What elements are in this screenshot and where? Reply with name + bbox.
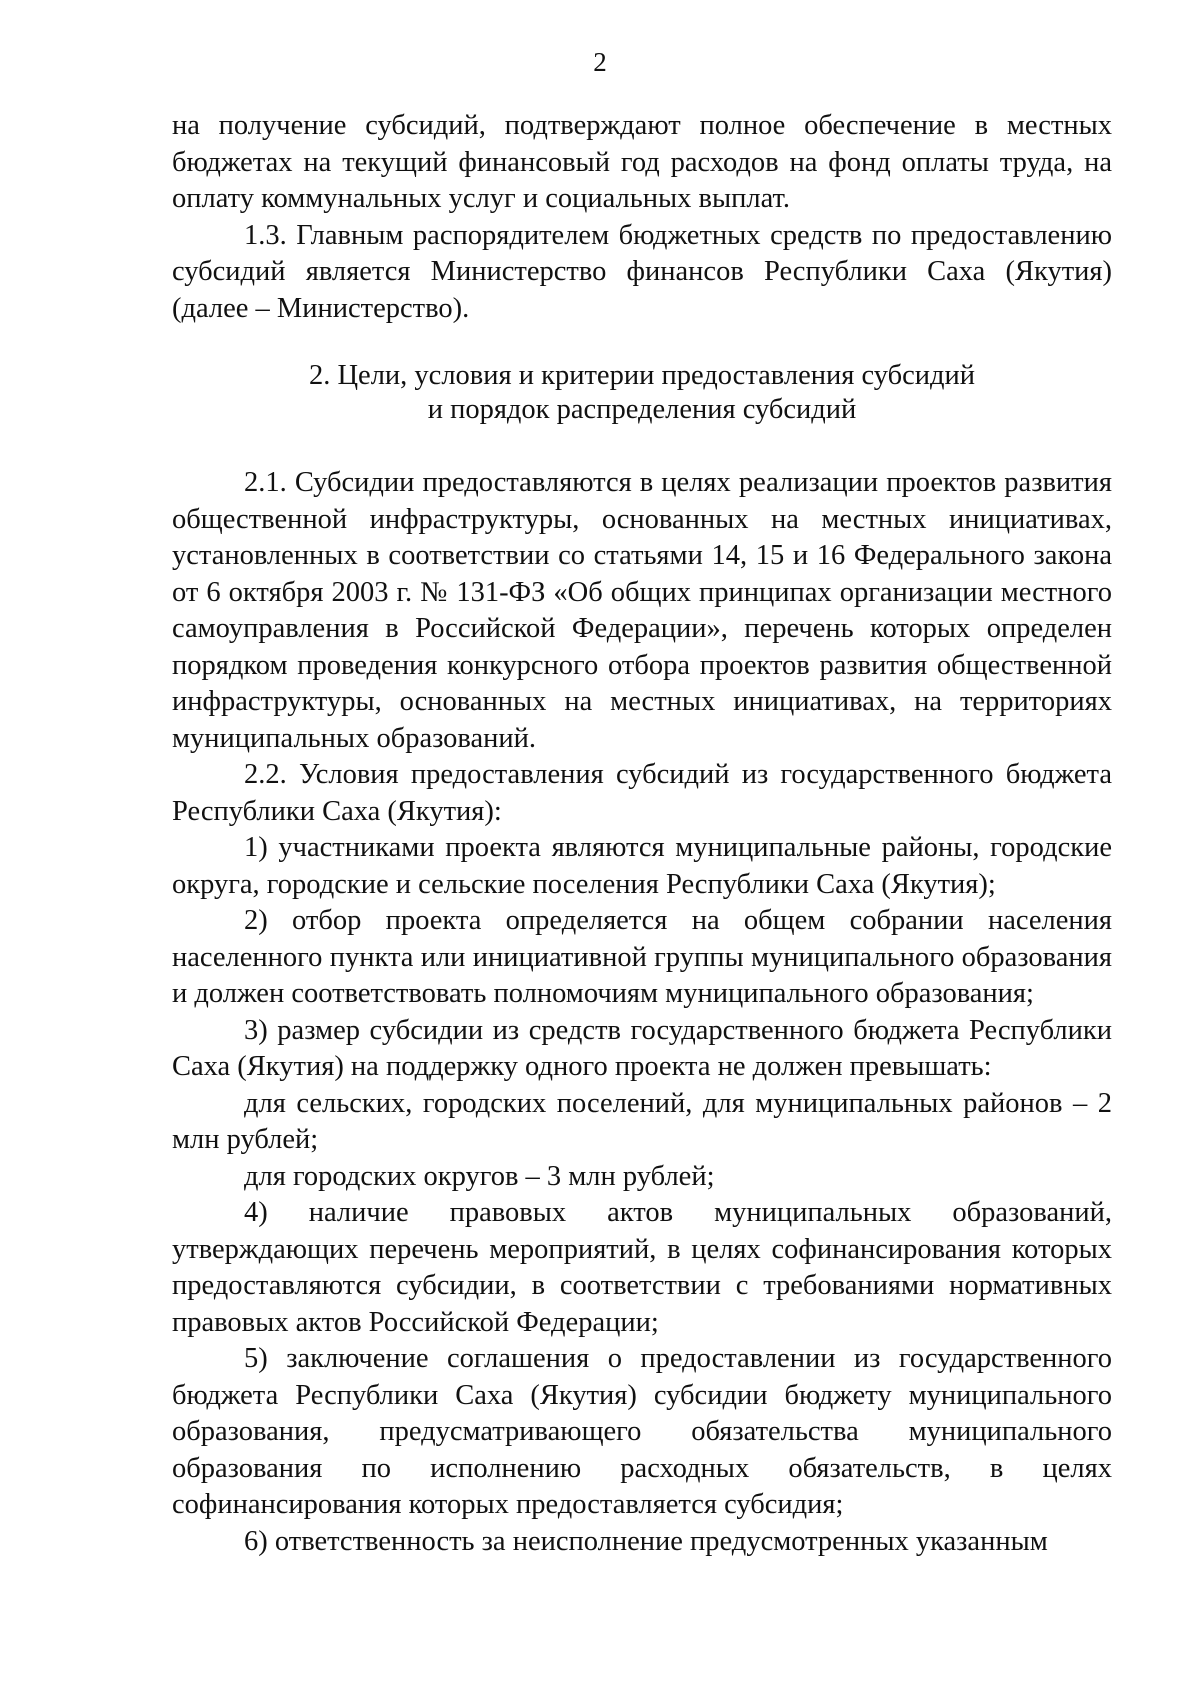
list-item-6: 6) ответственность за неисполнение предусмотренных указанным: [244, 1525, 1048, 1557]
list-item-3: 3) размер субсидии из средств государственного бюджета Республики Саха (Якутия) на поддержку одного проекта не должен превышать:: [172, 1014, 1112, 1082]
document-body: [172, 108, 1112, 1560]
paragraph-2-2: 2.2. Условия предоставления субсидий из государственного бюджета Республики Саха (Якутия):: [172, 759, 1112, 827]
section-heading: [172, 359, 1112, 427]
page-number: 2: [593, 47, 607, 77]
list-item-2: 2) отбор проекта определяется на общем собрании населения населенного пункта или инициативной группы муниципального образования и должен соответствовать полномочиям муниципального образования;: [172, 905, 1112, 1009]
section-heading-line-1: 2. Цели, условия и критерии предоставления субсидий: [308, 360, 976, 391]
list-item-5: 5) заключение соглашения о предоставлении из государственного бюджета Республики Саха (Якутия) субсидии бюджету муниципального образования, предусматривающего обязательства муниципального образования по исполнению расходных обязательств, в целях софинансирования которых предоставляется субсидия;: [172, 1343, 1112, 1520]
list-item-1: 1) участниками проекта являются муниципальные районы, городские округа, городские и сельские поселения Республики Саха (Якутия);: [172, 832, 1112, 900]
list-item-3-rural: для сельских, городских поселений, для муниципальных районов – 2 млн рублей;: [172, 1087, 1112, 1155]
paragraph-2-1: 2.1. Субсидии предоставляются в целях реализации проектов развития общественной инфраструктуры, основанных на местных инициативах, установленных в соответствии со статьями 14, 15 и 16 Федерального закона от 6 октября 2003 г. № 131-ФЗ «Об общих принципах организации местного самоуправления в Российской Федерации», перечень которых определен порядком проведения конкурсного отбора проектов развития общественной инфраструктуры, основанных на местных инициативах, на территориях муниципальных образований.: [172, 467, 1112, 754]
section-heading-line-2: и порядок распределения субсидий: [427, 394, 857, 425]
paragraph-continuation: на получение субсидий, подтверждают полное обеспечение в местных бюджетах на текущий финансовый год расходов на фонд оплаты труда, на оплату коммунальных услуг и социальных выплат.: [172, 110, 1112, 214]
list-item-3-urban: для городских округов – 3 млн рублей;: [244, 1160, 715, 1192]
paragraph-1-3: 1.3. Главным распорядителем бюджетных средств по предоставлению субсидий является Министерство финансов Республики Саха (Якутия) (далее – Министерство).: [172, 219, 1112, 324]
list-item-4: 4) наличие правовых актов муниципальных образований, утверждающих перечень мероприятий, в целях софинансирования которых предоставляются субсидии, в соответствии с требованиями нормативных правовых актов Российской Федерации;: [172, 1197, 1112, 1338]
